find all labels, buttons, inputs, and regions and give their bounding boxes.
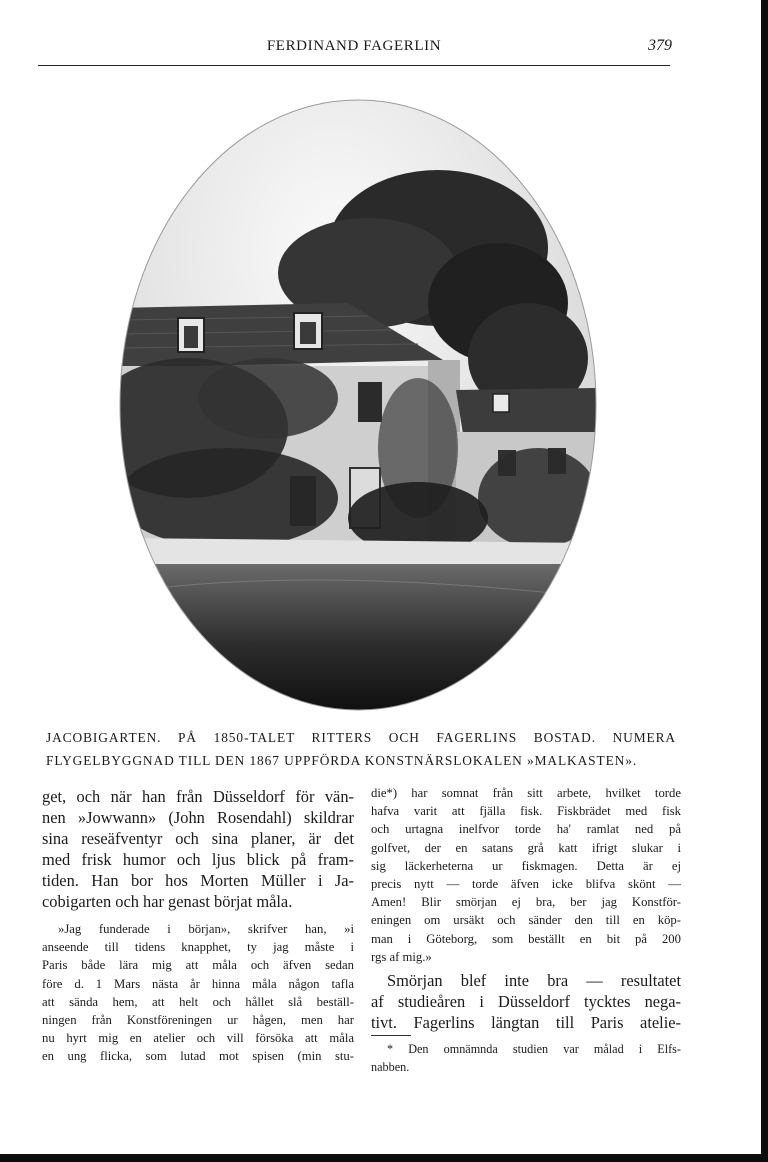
oval-photograph <box>118 98 598 712</box>
text-line: af studieåren i Düsseldorf tycktes nega- <box>371 992 681 1012</box>
footnote <box>371 1040 681 1076</box>
text-line: att sända hem, att helt och hållet slå beställ- <box>42 994 354 1009</box>
footnote-line: * Den omnämnda studien var målad i Elfs- <box>387 1042 681 1057</box>
running-header: FERDINAND FAGERLIN <box>266 38 442 54</box>
text-line: före d. 1 Mars nästa år hinna måla någon tafla <box>42 976 354 991</box>
text-line: sina reseäfventyr och sina planer, är det <box>42 829 354 848</box>
text-line: nu hyrt mig en atelier och vill försöka att måla <box>42 1031 354 1046</box>
body-paragraph <box>371 970 681 1033</box>
text-line: die*) har somnat från sitt arbete, hvilket torde <box>371 786 681 800</box>
text-line: Paris både lära mig att måla och äfven sedan <box>42 958 354 973</box>
text-line: nen »Jowwann» (John Rosendahl) skildrar <box>42 808 354 827</box>
text-line: rgs af mig.» <box>371 949 432 964</box>
text-line: ningen från Konstföreningen ur hågen, men har <box>42 1013 354 1028</box>
text-line: anseende till tidens knapphet, ty jag måste i <box>42 940 354 955</box>
text-line: sig läckerheterna ur fiskmagen. Detta är ej <box>371 858 681 873</box>
text-line: tiden. Han bor hos Morten Müller i Ja- <box>42 871 354 890</box>
text-line: hafva varit att fjälla fisk. Fiskbrädet med fisk <box>371 804 681 819</box>
footnote-line: nabben. <box>371 1060 410 1075</box>
text-line: tivt. Fagerlins längtan till Paris atelie- <box>371 1013 681 1033</box>
header-rule <box>38 65 670 66</box>
caption-line: FLYGELBYGGNAD TILL DEN 1867 UPPFÖRDA KONSTNÄRSLOKALEN »MALKASTEN». <box>46 753 638 768</box>
scan-edge-right <box>761 0 768 1162</box>
right-column <box>371 784 681 1076</box>
left-column <box>42 786 354 1066</box>
text-line: och urtagna inelfvor torde ha' ramlat ned på <box>371 822 681 837</box>
body-paragraph <box>42 786 354 912</box>
text-line: cobigarten och har genast börjat måla. <box>42 892 293 911</box>
text-line: man i Göteborg, som beställt en bit på 200 <box>371 931 681 946</box>
text-line: golfvet, der en satans grå katt ifrigt slukar i <box>371 840 681 855</box>
house-photo-illustration <box>118 98 598 712</box>
text-line: Amen! Blir smörjan ej bra, ber jag Konstför- <box>371 895 681 910</box>
caption-line: JACOBIGARTEN. PÅ 1850-TALET RITTERS OCH FAGERLINS BOSTAD. NUMERA <box>46 730 676 745</box>
text-line: eningen om ursäkt och sänder den till en köp- <box>371 913 681 928</box>
text-line: Smörjan blef inte bra — resultatet <box>387 971 681 991</box>
figure-caption <box>46 726 676 772</box>
text-line: precis nytt — torde äfven icke blifva skönt — <box>371 877 681 892</box>
footnote-rule <box>371 1035 411 1036</box>
text-line: med frisk humor och ljus blick på fram- <box>42 850 354 869</box>
page-number: 379 <box>648 37 672 54</box>
scan-edge-bottom <box>0 1154 768 1162</box>
text-line: »Jag funderade i början», skrifver han, »i <box>58 922 354 936</box>
quoted-letter <box>42 920 354 1066</box>
text-line: en ung flicka, som lutad mot spisen (min stu- <box>42 1049 354 1064</box>
quoted-letter-continued <box>371 784 681 966</box>
text-line: get, och när han från Düsseldorf för vän- <box>42 787 354 806</box>
